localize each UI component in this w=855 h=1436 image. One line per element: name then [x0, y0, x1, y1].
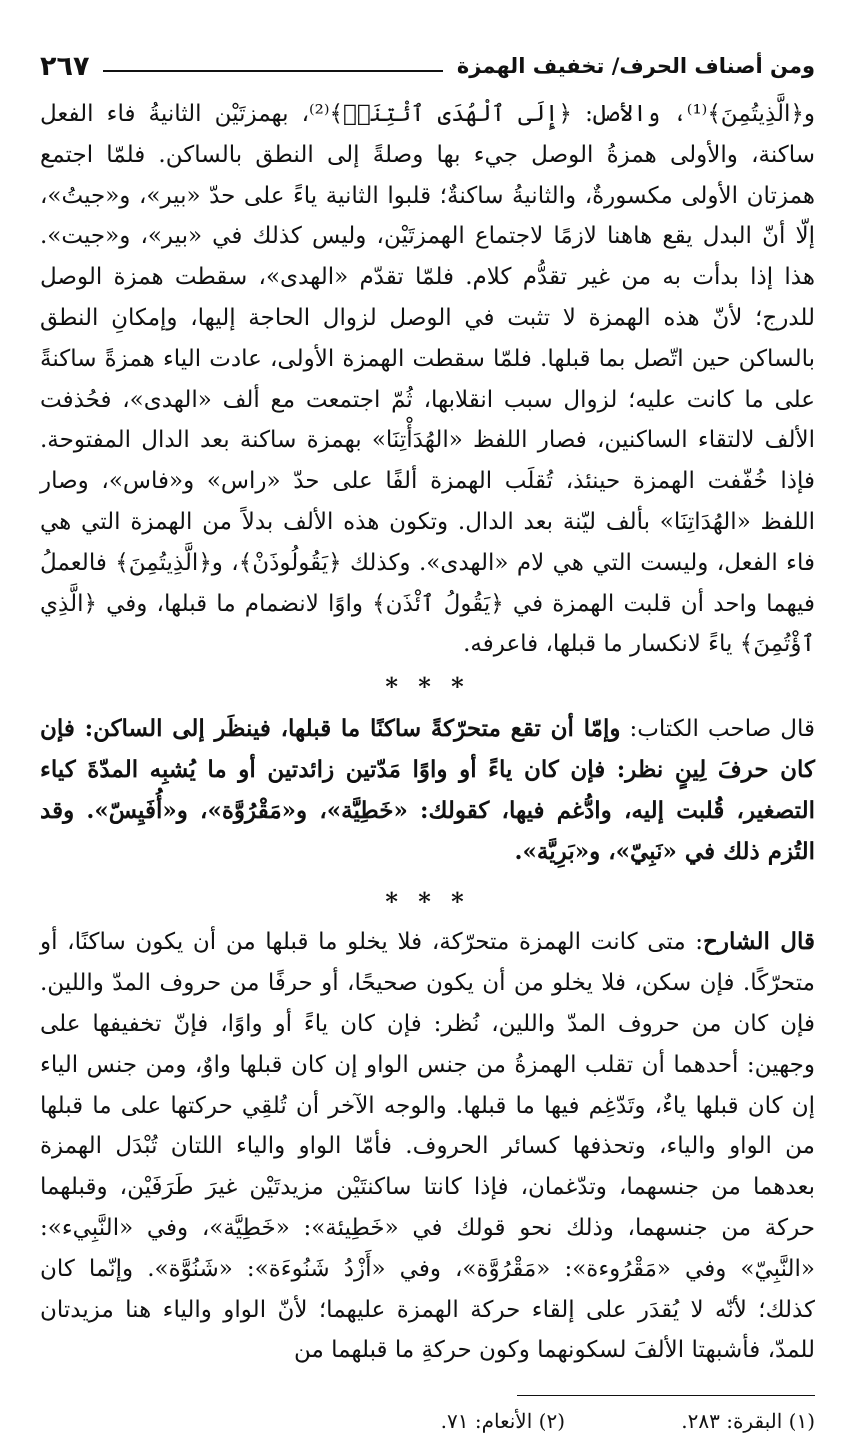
section-separator: * * * — [385, 672, 470, 702]
header-rule — [103, 70, 442, 72]
commentator-lead: قال الشارح — [703, 928, 815, 956]
author-lead: قال صاحب الكتاب: — [620, 716, 816, 743]
footnotes — [40, 1406, 815, 1436]
running-title: ومن أصناف الحرف/ تخفيف الهمزة — [456, 54, 815, 78]
page-header — [40, 30, 815, 84]
commentary-text: : متى كانت الهمزة متحرّكة، فلا يخلو ما قبلها من أن يكون ساكنًا، أو متحرّكًا. فإن سكن، فلا يخلو من أن يكون صحيحًا، أو حرفًا من حروف المدّ واللين. فإن كان من حروف المدّ واللين، نُظر: فإن كان ياءً أو واوًا، فإنّ تخفيفها على وجهين: أحدهما أن تقلب الهمزةُ من جنس الواو إن كان قبلها واوٌ، ومن جنس الياء إن كان قبلها ياءٌ، وتَدّغِم فيها ما قبلها. والوجه الآخر أن تُلقِي حركتها على ما قبلها من الواو والياء، وتحذفها كسائر الحروف. فأمّا الواو والياء اللتان تُبْدَل الهمزة بعدهما من جنسهما، وتدّغمان، فإذا كانتا ساكنتَيْن مزيدتَيْن غيرَ طَرَفَيْن، وقبلهما حركة من جنسهما، وذلك نحو قولك في «خَطِيئة»: «خَطِيَّة»، وفي «النَّبِيء»: «النَّبِيّ» وفي «مَقْرُوءة»: «مَقْرُوَّة»، وفي «أَزْدُ شَنُوءَة»: «شَنُوَّة». وإنّما كان كذلك؛ لأنّه لا يُقدَر على إلقاء حركة الهمزة عليهما؛ لأنّ الواو والياء هنا مزيدتان للمدّ، فأشبهتا الألفَ لسكونهما وكون حركةِ ما قبلهما من — [40, 929, 815, 1364]
book-page — [40, 30, 815, 1436]
footnote-rule — [517, 1395, 815, 1396]
page-number: ٢٦٧ — [40, 51, 90, 82]
paragraph-author-text — [40, 709, 815, 872]
section-separator: * * * — [385, 887, 470, 917]
paragraph-commentary — [40, 922, 815, 1371]
footnote-2: (٢) الأنعام: ٧١. — [440, 1409, 565, 1434]
footnote-1: (١) البقرة: ٢٨٣. — [681, 1409, 815, 1434]
author-quote: وإمّا أن تقع متحرّكةً ساكنًا ما قبلها، فينظَر إلى الساكن: فإن كان حرفَ لِينٍ نظر: فإن كان ياءً أو واوًا مَدّتين زائدتين أو ما يُشبِه المدّةَ كياء التصغير، قُلبت إليه، وادُّغم فيها، كقولك: «خَطِيَّة»، و«مَقْرُوَّة»، و«أُفَيِسّ». وقد التُزم ذلك في «نَبِيّ»، و«بَرِيَّة». — [40, 715, 815, 865]
paragraph-commentary-continued: و﴿الَّذِيتُمِنَ﴾⁽¹⁾، والأصل: ﴿إِلَى ٱلْهُدَى ٱئْتِنَاۗ﴾⁽²⁾، بهمزتَيْن الثانيةُ فاء الفعل ساكنة، والأولى همزةُ الوصل جيء بها وصلةً إلى النطق بالساكن. فلمّا اجتمع همزتان الأولى مكسورةٌ، والثانيةُ ساكنةٌ؛ قلبوا الثانية ياءً على حدّ «بير»، و«جيتُ»، إلّا أنّ البدل يقع هاهنا لازمًا لاجتماع الهمزتَيْن، وليس كذلك في «بير»، و«جيت». هذا إذا بدأت به من غير تقدُّم كلام. فلمّا تقدّم «الهدى»، سقطت همزة الوصل للدرج؛ لأنّ هذه الهمزة لا تثبت في الوصل لزوال الحاجة إليها، وإمكانِ النطق بالساكن حين اتّصل بما قبلها. فلمّا سقطت الهمزة الأولى، عادت الياء همزةً ساكنةً على ما كانت عليه؛ لزوال سبب انقلابها، ثُمّ اجتمعت مع ألف «الهدى»، فحُذفت الألف لالتقاء الساكنين، فصار اللفظ «الهُدَأْتِنَا» بهمزة ساكنة بعد الدال المفتوحة. فإذا خُفّفت الهمزة حينئذ، تُقلَب الهمزة ألفًا على حدّ «راس» و«فاس»، وصار اللفظ «الهُدَاتِنَا» بألف ليّنة بعد الدال. وتكون هذه الألف بدلاً من الهمزة التي هي فاء الفعل، وليست التي هي لام «الهدى». وكذلك ﴿يَقُولُوذَنْ﴾، و﴿الَّذِيتُمِنَ﴾ فالعملُ فيهما واحد أن قلبت الهمزة في ﴿يَقُولُ ٱئْذَن﴾ واوًا لانضمام ما قبلها، وفي ﴿الَّذِي ٱؤْتُمِنَ﴾ ياءً لانكسار ما قبلها، فاعرفه. — [40, 101, 815, 658]
